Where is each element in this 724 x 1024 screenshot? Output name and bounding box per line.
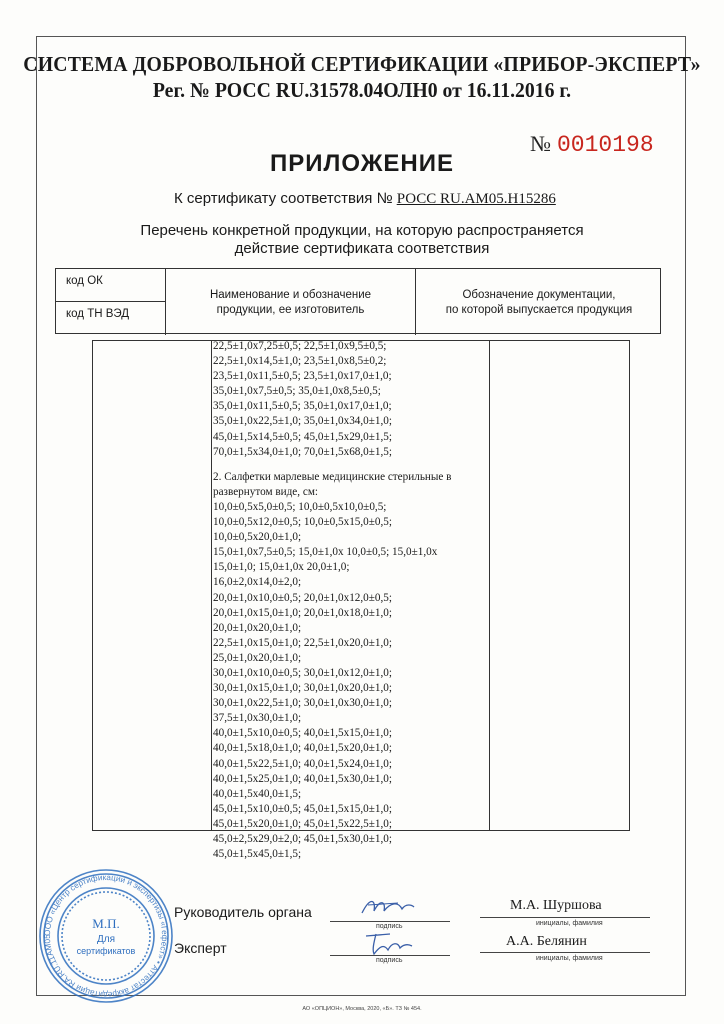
expert-sign-line bbox=[330, 955, 450, 956]
header-product-name bbox=[166, 269, 416, 335]
product-line: 23,5±1,0х11,5±0,5; 23,5±1,0х17,0±1,0; bbox=[213, 370, 392, 383]
product-line: 20,0±1,0х20,0±1,0; bbox=[213, 621, 302, 634]
product-line: 40,0±1,5х25,0±1,0; 40,0±1,5х30,0±1,0; bbox=[213, 772, 393, 785]
product-line: 30,0±1,0х22,5±1,0; 30,0±1,0х30,0±1,0; bbox=[213, 697, 393, 710]
product-line: 22,5±1,0х7,25±0,5; 22,5±1,0х9,5±0,5; bbox=[213, 340, 387, 352]
product-line: 37,5±1,0х30,0±1,0; bbox=[213, 712, 302, 725]
product-line: 45,0±1,5х10,0±0,5; 45,0±1,5х15,0±1,0; bbox=[213, 802, 393, 815]
head-sign-line bbox=[330, 921, 450, 922]
number-sign: № bbox=[530, 131, 551, 156]
head-signature-scribble bbox=[358, 893, 418, 921]
product-line: развернутом виде, см: bbox=[213, 485, 319, 498]
certificate-label: К сертификату соответствия № bbox=[174, 190, 393, 207]
header-tnved-code: код ТН ВЭД bbox=[56, 302, 166, 335]
expert-name-caption: инициалы, фамилия bbox=[536, 955, 603, 962]
page-title: ПРИЛОЖЕНИЕ bbox=[270, 150, 454, 177]
print-footer: АО «ОПЦИОН», Москва, 2020, «Б». ТЗ № 454. bbox=[302, 1006, 422, 1012]
product-line: 40,0±1,5х22,5±1,0; 40,0±1,5х24,0±1,0; bbox=[213, 757, 393, 770]
organization-stamp bbox=[36, 866, 176, 1006]
product-line: 70,0±1,5х34,0±1,0; 70,0±1,5х68,0±1,5; bbox=[213, 445, 393, 458]
header-documentation-line-2: по которой выпускается продукция bbox=[445, 304, 633, 316]
head-name: М.А. Шуршова bbox=[510, 898, 602, 913]
header-documentation-line-1: Обозначение документации, bbox=[462, 289, 616, 301]
expert-sign-caption: подпись bbox=[376, 957, 403, 964]
stamp-ring-text: ООО «Центр сертификации и экспертизы «Гефест» • Аттестат аккредитации RA.RU.11АМ05 bbox=[42, 872, 170, 1000]
product-line bbox=[213, 460, 493, 470]
head-name-line bbox=[480, 917, 650, 918]
head-name-caption: инициалы, фамилия bbox=[536, 920, 603, 927]
registration-line: Рег. № РОСС RU.31578.04ОЛН0 от 16.11.2016 г. bbox=[152, 78, 572, 102]
header-documentation bbox=[416, 269, 662, 335]
system-title: СИСТЕМА ДОБРОВОЛЬНОЙ СЕРТИФИКАЦИИ «ПРИБОР-ЭКСПЕРТ» bbox=[23, 52, 701, 76]
product-line: 40,0±1,5х18,0±1,0; 40,0±1,5х20,0±1,0; bbox=[213, 742, 393, 755]
certificate-number: РОСС RU.АМ05.Н15286 bbox=[396, 191, 556, 207]
product-line: 10,0±0,5х20,0±1,0; bbox=[213, 531, 302, 544]
product-line: 35,0±1,0х22,5±1,0; 35,0±1,0х34,0±1,0; bbox=[213, 415, 393, 428]
stamp-for: Для bbox=[96, 934, 116, 945]
product-line: 40,0±1,5х40,0±1,5; bbox=[213, 787, 302, 800]
header-product-name-line-2: продукции, ее изготовитель bbox=[216, 304, 365, 316]
stamp-certificates: сертификатов bbox=[76, 946, 136, 956]
expert-name: А.А. Белянин bbox=[506, 934, 587, 949]
product-line: 45,0±1,5х45,0±1,5; bbox=[213, 848, 302, 861]
product-line: 15,0±1,0х7,5±0,5; 15,0±1,0х 10,0±0,5; 15,0±1,0х bbox=[213, 546, 438, 559]
product-line: 10,0±0,5х12,0±0,5; 10,0±0,5х15,0±0,5; bbox=[213, 516, 393, 529]
product-line: 45,0±2,5х29,0±2,0; 45,0±1,5х30,0±1,0; bbox=[213, 833, 393, 845]
intro-text bbox=[0, 222, 724, 258]
product-line: 30,0±1,0х15,0±1,0; 30,0±1,0х20,0±1,0; bbox=[213, 682, 393, 695]
product-line: 15,0±1,0; 15,0±1,0х 20,0±1,0; bbox=[213, 561, 350, 574]
table-header bbox=[55, 268, 661, 334]
product-line: 35,0±1,0х11,5±0,5; 35,0±1,0х17,0±1,0; bbox=[213, 400, 392, 413]
product-line: 16,0±2,0х14,0±2,0; bbox=[213, 576, 302, 589]
expert-signature-scribble bbox=[360, 928, 416, 958]
product-line: 35,0±1,0х7,5±0,5; 35,0±1,0х8,5±0,5; bbox=[213, 385, 381, 398]
head-sign-caption: подпись bbox=[376, 923, 403, 930]
product-line: 30,0±1,0х10,0±0,5; 30,0±1,0х12,0±1,0; bbox=[213, 666, 393, 679]
product-line: 20,0±1,0х10,0±0,5; 20,0±1,0х12,0±0,5; bbox=[213, 591, 393, 604]
expert-signature-label: Эксперт bbox=[174, 940, 227, 956]
intro-line-2: действие сертификата соответствия bbox=[234, 240, 490, 257]
product-line: 45,0±1,5х20,0±1,0; 45,0±1,5х22,5±1,0; bbox=[213, 817, 393, 830]
product-line: 25,0±1,0х20,0±1,0; bbox=[213, 651, 302, 664]
product-line: 2. Салфетки марлевые медицинские стерильные в bbox=[213, 470, 452, 483]
product-line: 22,5±1,0х15,0±1,0; 22,5±1,0х20,0±1,0; bbox=[213, 636, 393, 649]
product-line: 40,0±1,5х10,0±0,5; 40,0±1,5х15,0±1,0; bbox=[213, 727, 393, 740]
header-ok-code: код ОК bbox=[56, 269, 166, 302]
header-product-name-line-1: Наименование и обозначение bbox=[209, 289, 372, 301]
expert-name-line bbox=[480, 952, 650, 953]
head-signature-label: Руководитель органа bbox=[174, 904, 312, 920]
product-list bbox=[213, 339, 493, 862]
form-number-value: 0010198 bbox=[557, 132, 654, 158]
product-line: 45,0±1,5х14,5±0,5; 45,0±1,5х29,0±1,5; bbox=[213, 430, 393, 443]
certificate-reference bbox=[174, 190, 556, 208]
stamp-mp: М.П. bbox=[92, 916, 120, 931]
product-line: 20,0±1,0х15,0±1,0; 20,0±1,0х18,0±1,0; bbox=[213, 606, 393, 619]
product-line: 22,5±1,0х14,5±1,0; 23,5±1,0х8,5±0,2; bbox=[213, 355, 387, 368]
column-divider bbox=[211, 341, 212, 830]
intro-line-1: Перечень конкретной продукции, на которую распространяется bbox=[140, 222, 584, 239]
product-line: 10,0±0,5х5,0±0,5; 10,0±0,5х10,0±0,5; bbox=[213, 500, 387, 513]
